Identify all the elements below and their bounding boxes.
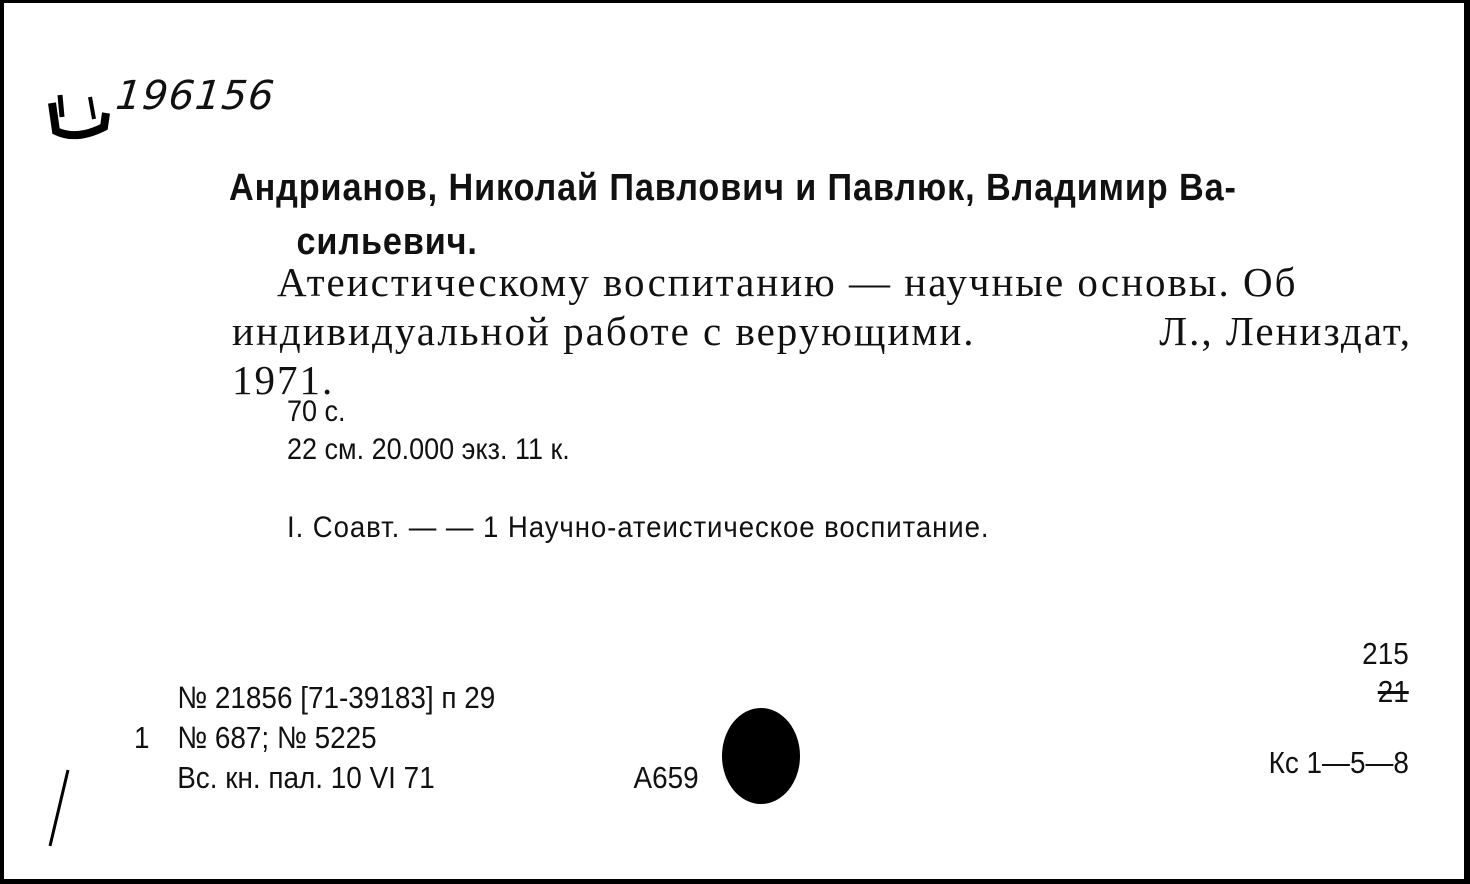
footer-line-3: Вс. кн. пал. 10 VI 71: [177, 760, 435, 795]
heading-line-1: Андрианов, Николай Павлович и Павлюк, Владимир Ва-: [229, 167, 1237, 209]
inventory-number: 196156: [113, 73, 278, 119]
shelf-mark: Кс 1—5—8: [1268, 745, 1409, 780]
handwritten-mark-icon: [46, 83, 116, 143]
footer-line-1: № 21856 [71-39183] п 29: [177, 680, 496, 715]
size-copies-price: 22 см. 20.000 экз. 11 к.: [287, 433, 570, 466]
pencil-stroke-icon: [44, 768, 74, 848]
classification-current: 215: [1362, 636, 1409, 671]
card-code: А659: [633, 760, 699, 795]
title-line-1: Атеистическому воспитанию — научные основы. Об: [277, 259, 1298, 305]
publisher: Л., Лениздат,: [1159, 308, 1412, 354]
catalog-card: [4, 3, 1467, 879]
footer-block: [134, 678, 699, 798]
tracing: I. Соавт. — — 1 Научно-атеистическое воспитание.: [287, 511, 990, 544]
page-count: 70 с.: [287, 395, 346, 428]
footer-line-2-prefix: 1: [134, 720, 150, 755]
classification: [1362, 635, 1409, 711]
title-line-2: индивидуальной работе с верующими.: [232, 308, 976, 354]
author-heading: [229, 161, 1291, 269]
publication-year: 1971.: [232, 357, 335, 403]
punch-hole: [722, 708, 800, 804]
heading-line-2: сильевич.: [296, 221, 478, 263]
title-statement: [232, 258, 1412, 405]
footer-line-2: № 687; № 5225: [177, 720, 377, 755]
collation: [287, 393, 570, 469]
classification-struck: 21: [1377, 674, 1409, 709]
